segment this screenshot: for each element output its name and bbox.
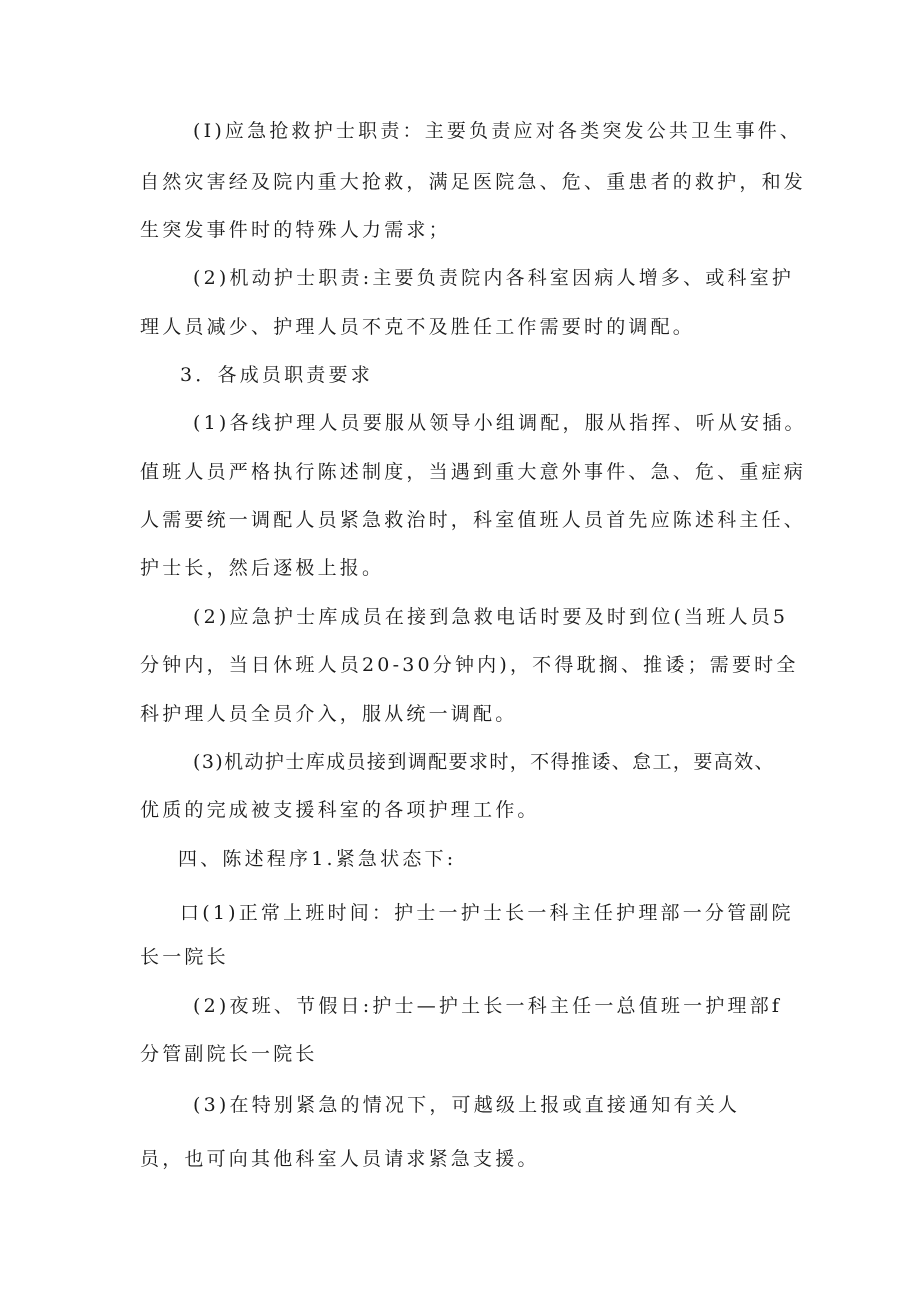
text-line-20: 分管副院长一院长: [140, 1043, 318, 1065]
text-line-5: 理人员减少、护理人员不克不及胜任工作需要时的调配。: [140, 316, 696, 338]
text-line-1: (I)应急抢救护士职责：主要负责应对各类突发公共卫生事件、: [193, 120, 803, 142]
text-line-4: (2)机动护士职责:主要负责院内各科室因病人增多、或科室护: [193, 267, 795, 289]
text-line-12: 分钟内，当日休班人员20-30分钟内)，不得耽搁、推诿；需要时全: [140, 654, 799, 676]
section-heading-3: 3．各成员职责要求: [180, 364, 373, 386]
text-line-19: (2)夜班、节假日:护士—护土长一科主任一总值班一护理部f: [193, 995, 783, 1017]
text-line-8: 值班人员严格执行陈述制度，当遇到重大意外事件、急、危、重症病: [140, 461, 807, 483]
text-line-22: 员，也可向其他科室人员请求紧急支援。: [140, 1148, 540, 1170]
text-line-13: 科护理人员全员介入，服从统一调配。: [140, 703, 518, 725]
text-line-10: 护士长，然后逐极上报。: [140, 557, 385, 579]
text-line-2: 自然灾害经及院内重大抢救，满足医院急、危、重患者的救护，和发: [140, 171, 807, 193]
text-line-3: 生突发事件时的特殊人力需求；: [140, 219, 451, 241]
section-heading-4: 四、陈述程序1.紧急状态下:: [178, 848, 457, 870]
text-line-15: 优质的完成被支援科室的各项护理工作。: [140, 799, 540, 821]
text-line-9: 人需要统一调配人员紧急救治时，科室值班人员首先应陈述科主任、: [140, 509, 807, 531]
text-line-17: 口(1)正常上班时间：护士一护士长一科主任护理部一分管副院: [180, 902, 794, 924]
text-line-18: 长一院长: [140, 946, 229, 968]
text-line-7: (1)各线护理人员要服从领导小组调配，服从指挥、听从安插。: [193, 412, 807, 434]
text-line-21: (3)在特别紧急的情况下，可越级上报或直接通知有关人: [193, 1094, 741, 1116]
text-line-14: (3)机动护士库成员接到调配要求时，不得推诿、怠工，要高效、: [193, 751, 775, 773]
text-line-11: (2)应急护士库成员在接到急救电话时要及时到位(当班人员5: [193, 606, 789, 628]
